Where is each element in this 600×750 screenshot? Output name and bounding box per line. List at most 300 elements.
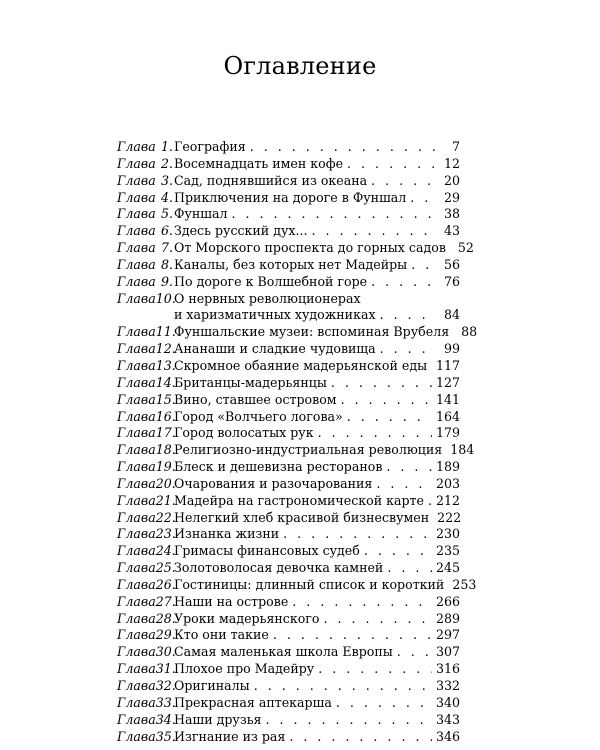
chapter-title-block [174,695,460,712]
page-title: Оглавление [223,52,377,80]
chapter-title-block [174,341,460,358]
toc-entry [117,324,478,341]
page-number: 29 [443,189,460,205]
chapter-title-block [174,274,460,291]
chapter-label [117,459,176,476]
chapter-title: Оригиналы [174,678,250,693]
dot-leader [364,543,432,560]
chapter-number: 8. [160,256,173,272]
chapter-number: 27. [155,593,176,609]
chapter-title-block [174,611,460,628]
toc-entry [117,476,460,493]
chapter-title: Здесь русский дух... [174,223,308,239]
chapter-title: Вино, ставшее островом [174,391,337,407]
page-number: 343 [435,711,460,727]
toc-entry [117,425,460,442]
chapter-number: 29. [155,627,176,643]
dot-leader [397,644,432,661]
chapter-title-block [174,594,460,611]
chapter-label [117,526,176,543]
chapter-title-line [174,139,460,156]
toc-entry [117,190,460,207]
chapter-label [117,576,176,594]
page-number: 212 [435,492,460,508]
chapter-number: 22. [155,509,176,525]
dot-leader [380,307,436,324]
chapter-number: 34. [155,711,176,727]
chapter-label [117,240,173,257]
chapter-number: 20. [155,475,176,491]
toc-entry [117,139,460,156]
chapter-title: Гостиницы: длинный список и короткий [174,576,445,592]
chapter-title-block [174,543,460,560]
chapter-label [117,257,173,274]
dot-leader [323,611,431,628]
chapter-title-line [174,307,460,324]
chapter-title-line [174,223,460,240]
toc-entry [117,274,460,291]
dot-leader [318,661,432,678]
toc-entry [117,156,460,173]
dot-leader [380,341,436,358]
chapter-title-block [174,257,460,274]
chapter-title-line [174,695,460,712]
chapter-title: Кто они такие [174,627,269,643]
chapter-number: 10. [155,290,176,306]
chapter-title-line [174,459,460,476]
chapter-number: 33. [155,694,176,710]
chapter-title-block [174,190,460,207]
toc-entry [117,594,460,611]
chapter-title: Религиозно-индустриальная революция [174,442,443,458]
chapter-word: Глава [117,492,156,508]
chapter-title-line [174,156,460,173]
page-number: 52 [457,240,474,256]
toc-entry [117,459,460,476]
chapter-label [117,173,173,190]
chapter-title: По дороге к Волшебной горе [174,273,368,289]
chapter-title: Сад, поднявшийся из океана [174,172,368,188]
chapter-title-line [174,341,460,358]
chapter-label [117,627,176,644]
chapter-title-line [174,594,460,611]
chapter-number: 30. [155,644,176,660]
chapter-number: 12. [155,341,176,357]
chapter-word: Глава [117,139,156,154]
page-number: 297 [435,627,460,643]
page-number: 340 [435,694,460,710]
dot-leader [289,729,432,746]
chapter-number: 25. [155,560,176,576]
dot-leader [386,459,432,476]
chapter-title-line [174,409,460,426]
chapter-title-block [174,459,460,476]
chapter-title-line [174,206,460,223]
page-number: 84 [443,307,460,323]
chapter-word: Глава [117,273,156,289]
toc-entry [117,291,460,325]
chapter-word: Глава [117,290,156,306]
chapter-label [117,357,176,375]
chapter-title-line [174,712,460,729]
page-number: 189 [435,459,460,475]
chapter-title-line [174,442,475,459]
dot-leader [283,526,432,543]
chapter-label [117,391,176,409]
page-number: 38 [443,206,460,222]
chapter-word: Глава [117,610,156,626]
page-number: 289 [435,610,460,626]
chapter-title: Каналы, без которых нет Мадейры [174,256,408,272]
page-number: 266 [435,593,460,609]
chapter-word: Глава [117,728,156,744]
chapter-label [117,139,173,156]
chapter-title-line [174,190,460,207]
chapter-title-line [174,493,460,510]
chapter-title-block [174,206,460,223]
chapter-number: 6. [160,223,173,239]
page-number: 332 [435,678,460,693]
chapter-number: 18. [155,442,176,458]
toc-entry [117,493,460,510]
chapter-label [117,661,176,678]
chapter-number: 1. [160,139,173,154]
chapter-title-block [174,661,460,678]
chapter-title: Самая маленькая школа Европы [174,644,393,660]
toc-entry [117,611,460,628]
chapter-number: 13. [155,357,176,373]
chapter-title-line [174,392,460,409]
dot-leader [428,493,432,510]
dot-leader [331,375,432,392]
chapter-title-line [174,678,460,695]
chapter-number: 7. [160,240,173,256]
chapter-title-line [174,543,460,560]
chapter-word: Глава [117,223,156,239]
chapter-title: Нелегкий хлеб красивой бизнесвумен [174,509,430,525]
dot-leader [387,560,432,577]
chapter-title-block [174,729,460,746]
chapter-title-block [174,560,460,577]
toc-entry [117,240,474,257]
chapter-word: Глава [117,509,156,525]
chapter-number: 28. [155,610,176,626]
chapter-word: Глава [117,560,156,576]
chapter-word: Глава [117,408,156,424]
chapter-number: 11. [155,324,176,340]
chapter-number: 2. [160,155,173,171]
chapter-title: Мадейра на гастрономической карте [174,492,424,508]
chapter-title-line [174,173,460,190]
chapter-label [117,678,176,695]
page-number: 235 [435,543,460,559]
chapter-label [117,408,176,426]
chapter-number: 31. [155,661,176,677]
chapter-title-line [174,644,460,661]
dot-leader [371,173,436,190]
toc-entry [117,442,475,459]
toc-entry [117,526,460,543]
chapter-label [117,274,173,291]
chapter-number: 17. [155,425,176,441]
dot-leader [250,139,436,156]
chapter-title-line [174,375,460,392]
chapter-label [117,290,176,308]
chapter-word: Глава [117,374,156,390]
chapter-title-block [174,240,474,257]
chapter-title-block [174,291,460,325]
dot-leader [376,476,432,493]
chapter-word: Глава [117,661,156,677]
chapter-number: 9. [160,273,173,289]
chapter-title: Гримасы финансовых судеб [174,543,360,559]
chapter-title-block [174,392,460,409]
page-number: 99 [443,341,460,357]
chapter-label [117,206,173,223]
page-number: 230 [435,526,460,542]
page-number: 20 [443,172,460,188]
chapter-word: Глава [117,678,156,693]
toc-entry [117,543,460,560]
chapter-title: Британцы-мадерьянцы [174,374,327,390]
toc-entry [117,678,460,695]
dot-leader [371,274,436,291]
chapter-title: Город «Волчьего логова» [174,408,343,424]
chapter-title-line [174,257,460,274]
toc-entry [117,206,460,223]
chapter-word: Глава [117,644,156,660]
chapter-title: Уроки мадерьянского [174,610,320,626]
chapter-title: Блеск и дешевизна ресторанов [174,459,383,475]
dot-leader [410,190,436,207]
chapter-title-block [174,375,460,392]
chapter-number: 35. [155,728,176,744]
chapter-title-block [174,139,460,156]
chapter-label [117,509,176,527]
chapter-title: Скромное обаяние мадерьянской еды [174,357,428,373]
dot-leader [341,392,432,409]
toc-entry [117,627,460,644]
toc-entry [117,644,460,661]
chapter-word: Глава [117,442,156,458]
chapter-title-block [174,476,460,493]
chapter-title-line [174,661,460,678]
chapter-title-line [174,324,478,341]
page-number: 316 [435,661,460,677]
toc-entry [117,223,460,240]
dot-leader [411,257,436,274]
chapter-label [117,728,176,746]
page-number: 127 [435,374,460,390]
chapter-title-line [174,291,460,308]
chapter-number: 3. [160,172,173,188]
chapter-title: О нервных революционерах [174,290,361,306]
page-number: 76 [443,273,460,289]
chapter-title-block [174,425,460,442]
chapter-number: 4. [160,189,173,205]
dot-leader [231,206,436,223]
toc-entry [117,173,460,190]
chapter-title-block [174,712,460,729]
chapter-word: Глава [117,459,156,475]
chapter-word: Глава [117,576,156,592]
chapter-title-line [174,729,460,746]
page-number: 346 [435,728,460,744]
chapter-number: 24. [155,543,176,559]
toc-entry [117,341,460,358]
dot-leader [347,409,432,426]
chapter-title-line [174,576,477,594]
chapter-word: Глава [117,324,156,340]
chapter-number: 16. [155,408,176,424]
chapter-word: Глава [117,526,156,542]
dot-leader [336,695,432,712]
chapter-number: 19. [155,459,176,475]
chapter-title-block [174,409,460,426]
chapter-title: Ананаши и сладкие чудовища [174,341,376,357]
chapter-title: География [174,139,246,154]
dot-leader [318,425,432,442]
toc-entry [117,510,460,527]
table-of-contents [117,139,478,745]
page-number: 203 [435,475,460,491]
chapter-title: Фуншал [174,206,228,222]
chapter-title-block [174,324,478,341]
dot-leader [311,223,436,240]
toc-entry [117,695,460,712]
chapter-label [117,156,173,173]
page-number: 179 [435,425,460,441]
chapter-title-block [174,223,460,240]
chapter-word: Глава [117,240,156,256]
chapter-number: 15. [155,391,176,407]
chapter-title-block [174,526,460,543]
page-number: 141 [435,391,460,407]
page-number: 164 [435,408,460,424]
chapter-title: Изнанка жизни [174,526,280,542]
chapter-word: Глава [117,256,156,272]
chapter-title-line [174,240,474,257]
chapter-title: От Морского проспекта до горных садов [174,240,446,256]
chapter-title: Изгнание из рая [174,728,286,744]
page-number: 117 [435,357,460,373]
chapter-title: Город волосатых рук [174,425,314,441]
chapter-word: Глава [117,189,156,205]
chapter-word: Глава [117,593,156,609]
chapter-word: Глава [117,391,156,407]
page-number: 7 [451,139,460,154]
chapter-title: Приключения на дороге в Фуншал [174,189,407,205]
page-number: 88 [461,324,478,340]
chapter-number: 26. [155,576,176,592]
chapter-title-block [174,627,460,644]
dot-leader [266,712,432,729]
chapter-label [117,341,176,358]
chapter-title: Наши на острове [174,593,289,609]
chapter-word: Глава [117,341,156,357]
chapter-title-block [174,442,475,459]
chapter-word: Глава [117,543,156,559]
chapter-label [117,644,176,661]
dot-leader [431,358,432,375]
chapter-label [117,425,176,442]
page-number: 222 [437,509,462,525]
chapter-title-line [174,560,460,577]
chapter-word: Глава [117,425,156,441]
chapter-label [117,543,176,560]
chapter-title: Плохое про Мадейру [174,661,315,677]
chapter-label [117,560,176,577]
page-number: 307 [435,644,460,660]
dot-leader [292,594,432,611]
chapter-title-block [174,358,460,375]
dot-leader [273,627,432,644]
chapter-word: Глава [117,627,156,643]
chapter-title-line [174,611,460,628]
chapter-label [117,324,176,341]
chapter-title-line [174,627,460,644]
chapter-title-block [174,156,460,173]
chapter-title-line [174,425,460,442]
chapter-number: 21. [155,492,176,508]
toc-entry [117,358,460,375]
chapter-title: Фуншальские музеи: вспоминая Врубеля [174,324,450,340]
toc-entry [117,729,460,746]
chapter-title: Прекрасная аптекарша [174,694,332,710]
dot-leader [347,156,436,173]
toc-entry [117,375,460,392]
chapter-title-line [174,358,460,375]
chapter-number: 14. [155,374,176,390]
chapter-title: Наши друзья [174,711,262,727]
chapter-number: 32. [155,678,176,693]
chapter-label [117,610,176,628]
chapter-title-continued: и харизматичных художниках [174,307,376,323]
page-number: 56 [443,256,460,272]
chapter-label [117,593,176,611]
toc-entry [117,576,477,594]
chapter-label [117,223,173,240]
chapter-word: Глава [117,357,156,373]
chapter-label [117,442,176,459]
chapter-word: Глава [117,172,156,188]
chapter-word: Глава [117,155,156,171]
chapter-word: Глава [117,711,156,727]
chapter-title: Восемнадцать имен кофе [174,155,344,171]
toc-entry [117,661,460,678]
toc-entry [117,392,460,409]
toc-entry [117,257,460,274]
chapter-title-block [174,493,460,510]
chapter-title: Очарования и разочарования [174,475,373,491]
chapter-word: Глава [117,694,156,710]
page-number: 12 [443,155,460,171]
chapter-title-line [174,510,460,527]
chapter-title-line [174,274,460,291]
chapter-title-block [174,678,460,695]
chapter-label [117,190,173,207]
chapter-title-line [174,526,460,543]
chapter-title-block [174,173,460,190]
chapter-title-block [174,510,460,527]
chapter-label [117,374,176,392]
page-number: 253 [452,576,477,592]
chapter-label [117,475,176,493]
toc-entry [117,560,460,577]
chapter-title-block [174,644,460,661]
toc-entry [117,409,460,426]
chapter-title-block [174,576,477,594]
